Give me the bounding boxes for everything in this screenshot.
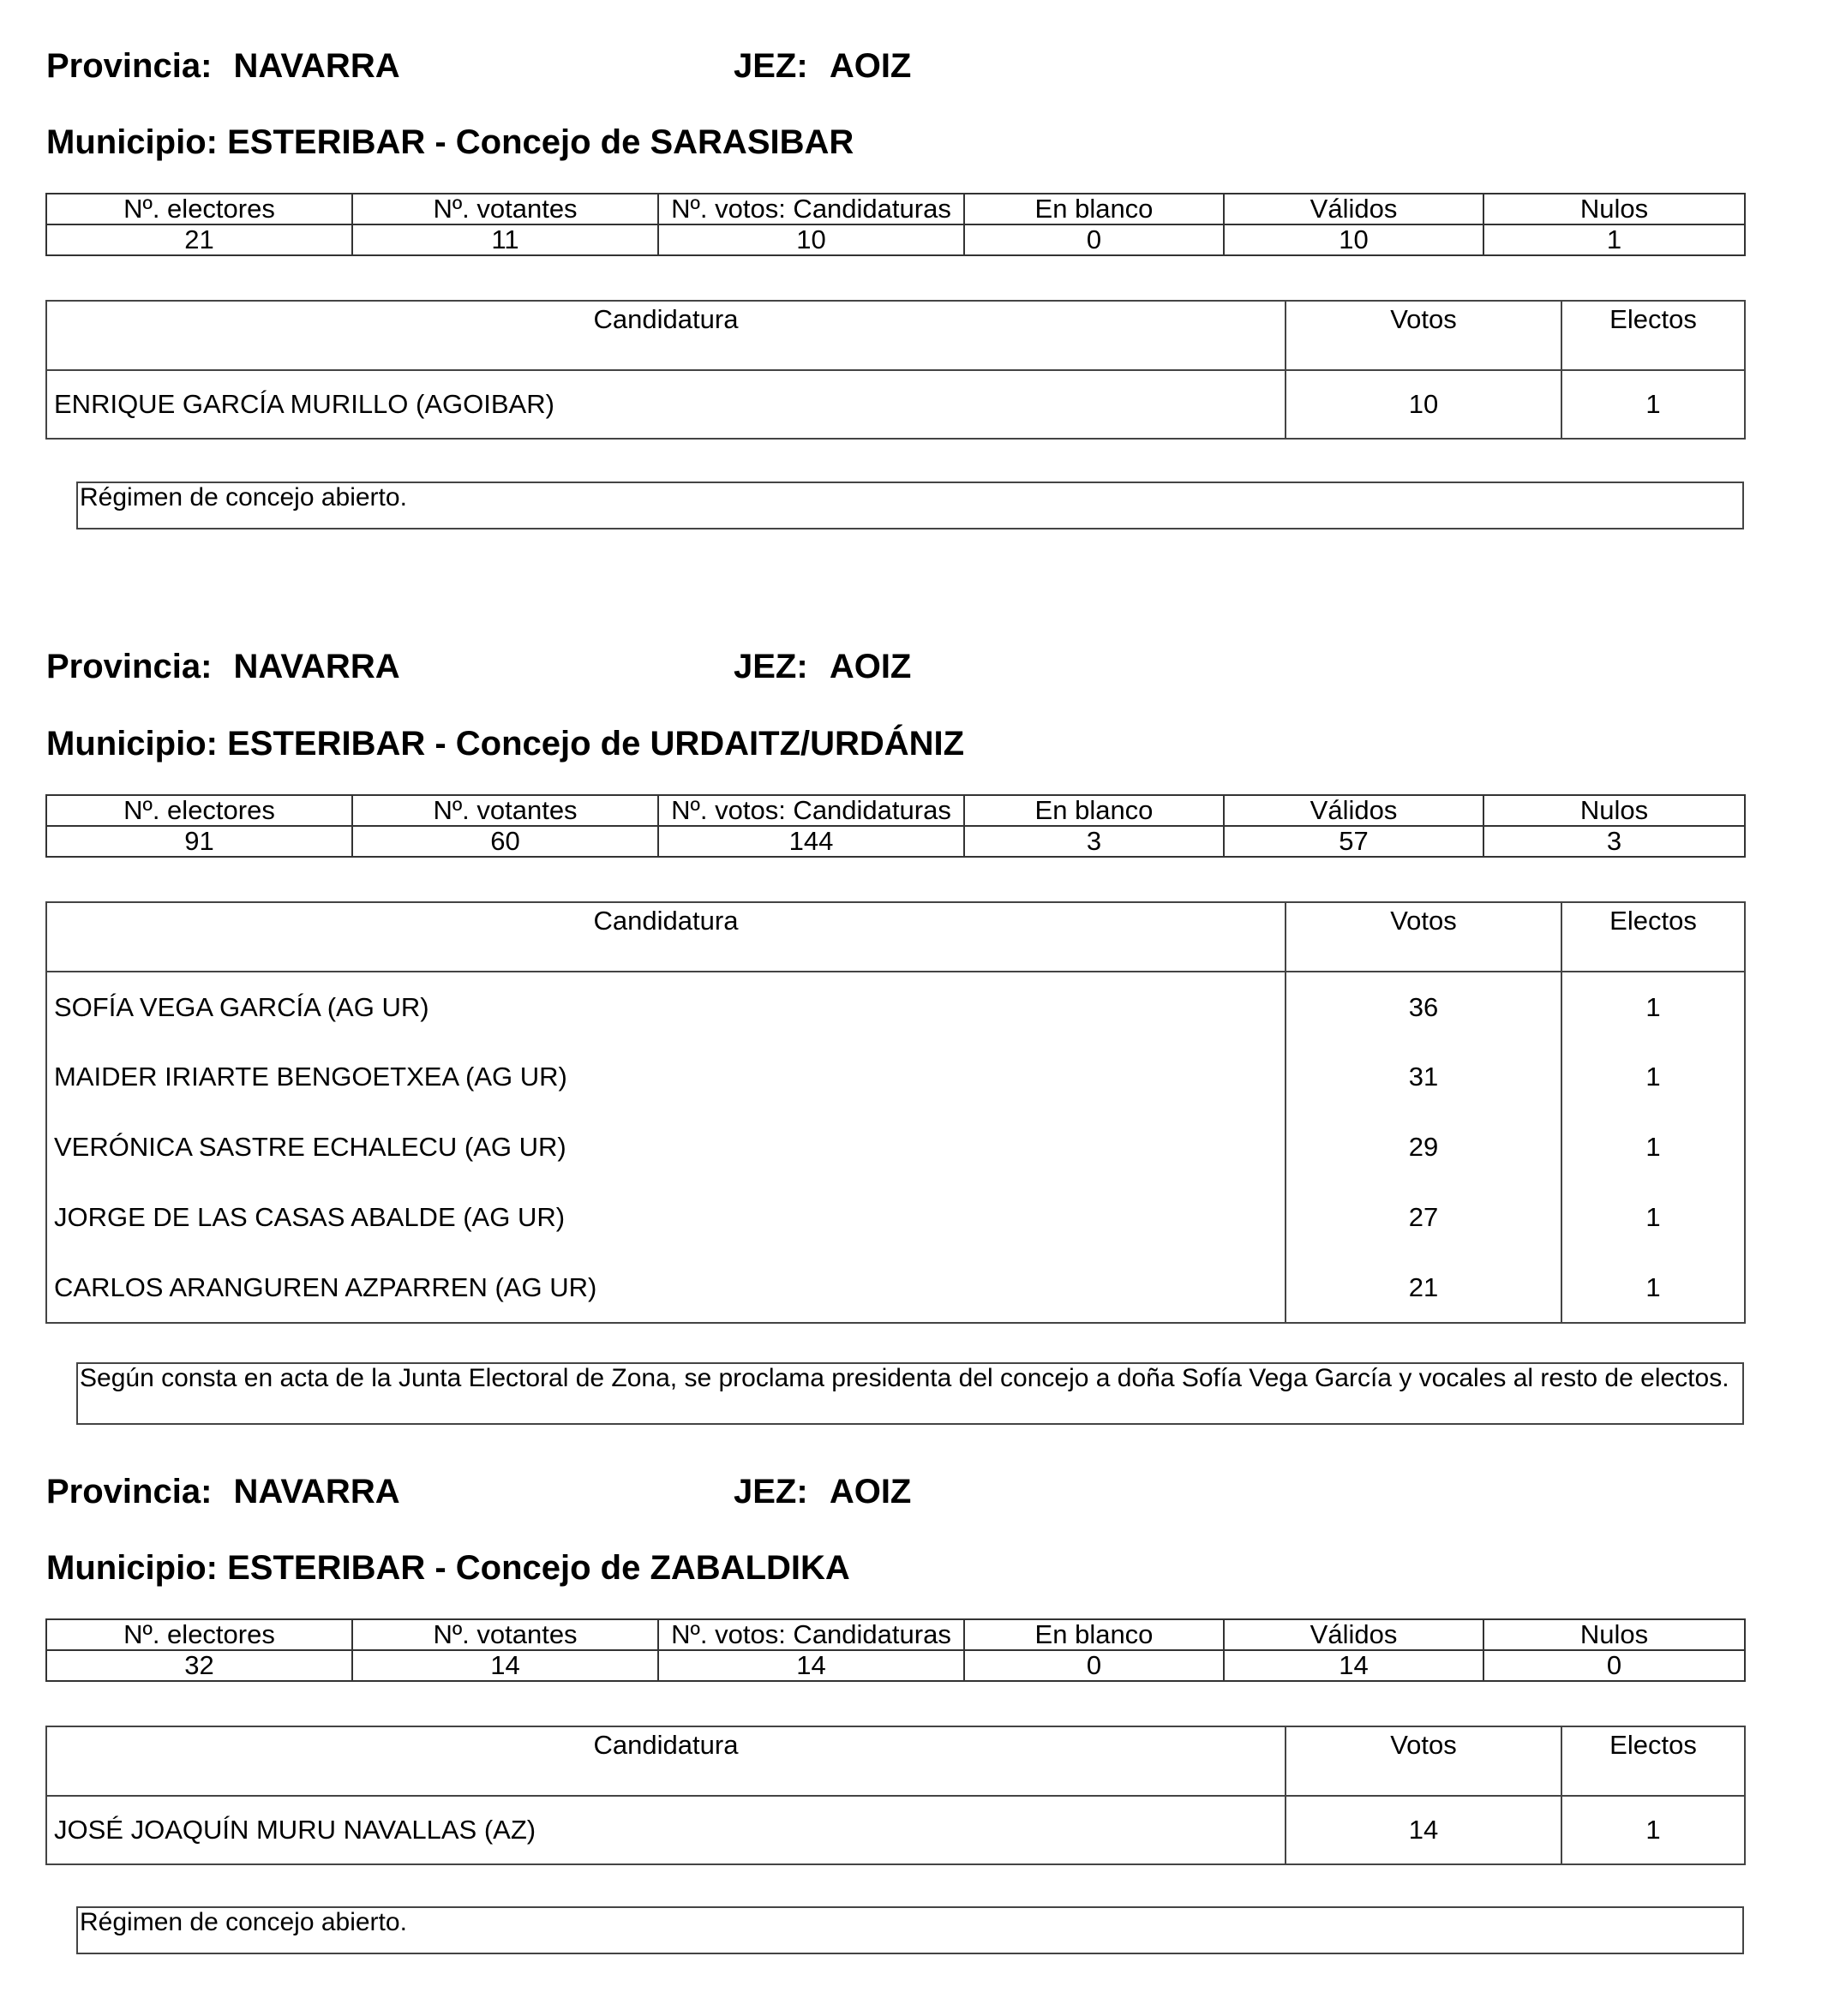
candidate-name: CARLOS ARANGUREN AZPARREN (AG UR) xyxy=(46,1253,1286,1323)
stat-header: Válidos xyxy=(1224,194,1483,224)
candidate-name: ENRIQUE GARCÍA MURILLO (AGOIBAR) xyxy=(46,370,1286,439)
stat-value: 91 xyxy=(46,826,352,857)
stat-header: Nº. electores xyxy=(46,1619,352,1650)
candidate-votos: 21 xyxy=(1286,1253,1561,1323)
stats-header-row xyxy=(46,1619,1745,1650)
stat-header: Nulos xyxy=(1483,795,1745,826)
candidatura-header: Candidatura xyxy=(46,1726,1286,1796)
candidates-header-row xyxy=(46,1726,1745,1796)
note-box: Según consta en acta de la Junta Electoral de Zona, se proclama presidenta del concejo a doña Sofía Vega García y vocales al resto de electos. xyxy=(76,1362,1744,1425)
stat-value: 14 xyxy=(1224,1650,1483,1681)
municipio-label: Municipio: xyxy=(46,725,218,763)
candidate-votos: 31 xyxy=(1286,1042,1561,1112)
municipio-heading xyxy=(46,1551,850,1585)
electos-header: Electos xyxy=(1561,301,1745,370)
provincia-value: NAVARRA xyxy=(233,1473,400,1511)
table-row xyxy=(46,1112,1745,1182)
stat-value: 14 xyxy=(658,1650,964,1681)
municipio-heading xyxy=(46,125,854,159)
stat-value: 3 xyxy=(1483,826,1745,857)
stat-value: 57 xyxy=(1224,826,1483,857)
electos-header: Electos xyxy=(1561,1726,1745,1796)
provincia-label: Provincia: xyxy=(46,47,213,85)
candidate-name: JOSÉ JOAQUÍN MURU NAVALLAS (AZ) xyxy=(46,1796,1286,1864)
municipio-value: ESTERIBAR - Concejo de ZABALDIKA xyxy=(227,1549,850,1587)
candidate-electos: 1 xyxy=(1561,1112,1745,1182)
provincia-heading xyxy=(46,649,400,684)
candidate-name: SOFÍA VEGA GARCÍA (AG UR) xyxy=(46,972,1286,1042)
stat-value: 32 xyxy=(46,1650,352,1681)
stat-value: 11 xyxy=(352,224,658,255)
stat-value: 21 xyxy=(46,224,352,255)
stat-value: 10 xyxy=(658,224,964,255)
candidate-votos: 29 xyxy=(1286,1112,1561,1182)
candidate-votos: 14 xyxy=(1286,1796,1561,1864)
stat-header: Nulos xyxy=(1483,1619,1745,1650)
stat-header: Nº. electores xyxy=(46,194,352,224)
note-box: Régimen de concejo abierto. xyxy=(76,1906,1744,1954)
municipio-label: Municipio: xyxy=(46,1549,218,1587)
stat-header: Nulos xyxy=(1483,194,1745,224)
table-row xyxy=(46,370,1745,439)
provincia-label: Provincia: xyxy=(46,648,213,685)
stats-value-row xyxy=(46,1650,1745,1681)
stat-header: Nº. votos: Candidaturas xyxy=(658,795,964,826)
stat-value: 3 xyxy=(964,826,1224,857)
municipio-value: ESTERIBAR - Concejo de SARASIBAR xyxy=(227,123,854,161)
candidate-electos: 1 xyxy=(1561,1796,1745,1864)
stat-header: Nº. votos: Candidaturas xyxy=(658,1619,964,1650)
provincia-value: NAVARRA xyxy=(233,648,400,685)
stat-header: En blanco xyxy=(964,194,1224,224)
candidates-table xyxy=(45,901,1746,1324)
stat-header: Nº. votantes xyxy=(352,795,658,826)
candidate-name: JORGE DE LAS CASAS ABALDE (AG UR) xyxy=(46,1182,1286,1253)
table-row xyxy=(46,1796,1745,1864)
provincia-label: Provincia: xyxy=(46,1473,213,1511)
stat-value: 10 xyxy=(1224,224,1483,255)
stat-header: Válidos xyxy=(1224,1619,1483,1650)
stat-header: Nº. votos: Candidaturas xyxy=(658,194,964,224)
table-row xyxy=(46,972,1745,1042)
stat-value: 144 xyxy=(658,826,964,857)
stats-table xyxy=(45,1618,1746,1682)
candidate-name: VERÓNICA SASTRE ECHALECU (AG UR) xyxy=(46,1112,1286,1182)
jez-heading xyxy=(734,649,911,684)
candidates-table xyxy=(45,300,1746,440)
candidate-votos: 27 xyxy=(1286,1182,1561,1253)
stat-value: 1 xyxy=(1483,224,1745,255)
votos-header: Votos xyxy=(1286,301,1561,370)
candidate-votos: 10 xyxy=(1286,370,1561,439)
stat-value: 14 xyxy=(352,1650,658,1681)
electos-header: Electos xyxy=(1561,902,1745,972)
municipio-heading xyxy=(46,727,964,761)
stat-value: 60 xyxy=(352,826,658,857)
jez-label: JEZ: xyxy=(734,1473,808,1511)
candidate-electos: 1 xyxy=(1561,370,1745,439)
candidate-electos: 1 xyxy=(1561,1182,1745,1253)
stats-header-row xyxy=(46,795,1745,826)
candidatura-header: Candidatura xyxy=(46,301,1286,370)
stat-header: Nº. votantes xyxy=(352,1619,658,1650)
stat-value: 0 xyxy=(964,224,1224,255)
candidates-table xyxy=(45,1726,1746,1865)
stats-table xyxy=(45,794,1746,858)
jez-value: AOIZ xyxy=(829,648,912,685)
stat-header: Nº. electores xyxy=(46,795,352,826)
jez-value: AOIZ xyxy=(829,1473,912,1511)
votos-header: Votos xyxy=(1286,902,1561,972)
stats-table xyxy=(45,193,1746,256)
stats-value-row xyxy=(46,224,1745,255)
candidate-electos: 1 xyxy=(1561,1042,1745,1112)
jez-heading xyxy=(734,1475,911,1509)
provincia-value: NAVARRA xyxy=(233,47,400,85)
table-row xyxy=(46,1182,1745,1253)
note-box: Régimen de concejo abierto. xyxy=(76,482,1744,529)
stat-value: 0 xyxy=(1483,1650,1745,1681)
candidatura-header: Candidatura xyxy=(46,902,1286,972)
jez-heading xyxy=(734,49,911,83)
jez-label: JEZ: xyxy=(734,47,808,85)
provincia-heading xyxy=(46,49,400,83)
stat-header: En blanco xyxy=(964,795,1224,826)
stats-header-row xyxy=(46,194,1745,224)
stat-header: Nº. votantes xyxy=(352,194,658,224)
votos-header: Votos xyxy=(1286,1726,1561,1796)
candidates-header-row xyxy=(46,902,1745,972)
candidates-header-row xyxy=(46,301,1745,370)
provincia-heading xyxy=(46,1475,400,1509)
stat-header: En blanco xyxy=(964,1619,1224,1650)
stats-value-row xyxy=(46,826,1745,857)
candidate-electos: 1 xyxy=(1561,1253,1745,1323)
table-row xyxy=(46,1253,1745,1323)
jez-value: AOIZ xyxy=(829,47,912,85)
table-row xyxy=(46,1042,1745,1112)
candidate-name: MAIDER IRIARTE BENGOETXEA (AG UR) xyxy=(46,1042,1286,1112)
municipio-label: Municipio: xyxy=(46,123,218,161)
jez-label: JEZ: xyxy=(734,648,808,685)
stat-header: Válidos xyxy=(1224,795,1483,826)
candidate-electos: 1 xyxy=(1561,972,1745,1042)
municipio-value: ESTERIBAR - Concejo de URDAITZ/URDÁNIZ xyxy=(227,725,965,763)
stat-value: 0 xyxy=(964,1650,1224,1681)
candidate-votos: 36 xyxy=(1286,972,1561,1042)
